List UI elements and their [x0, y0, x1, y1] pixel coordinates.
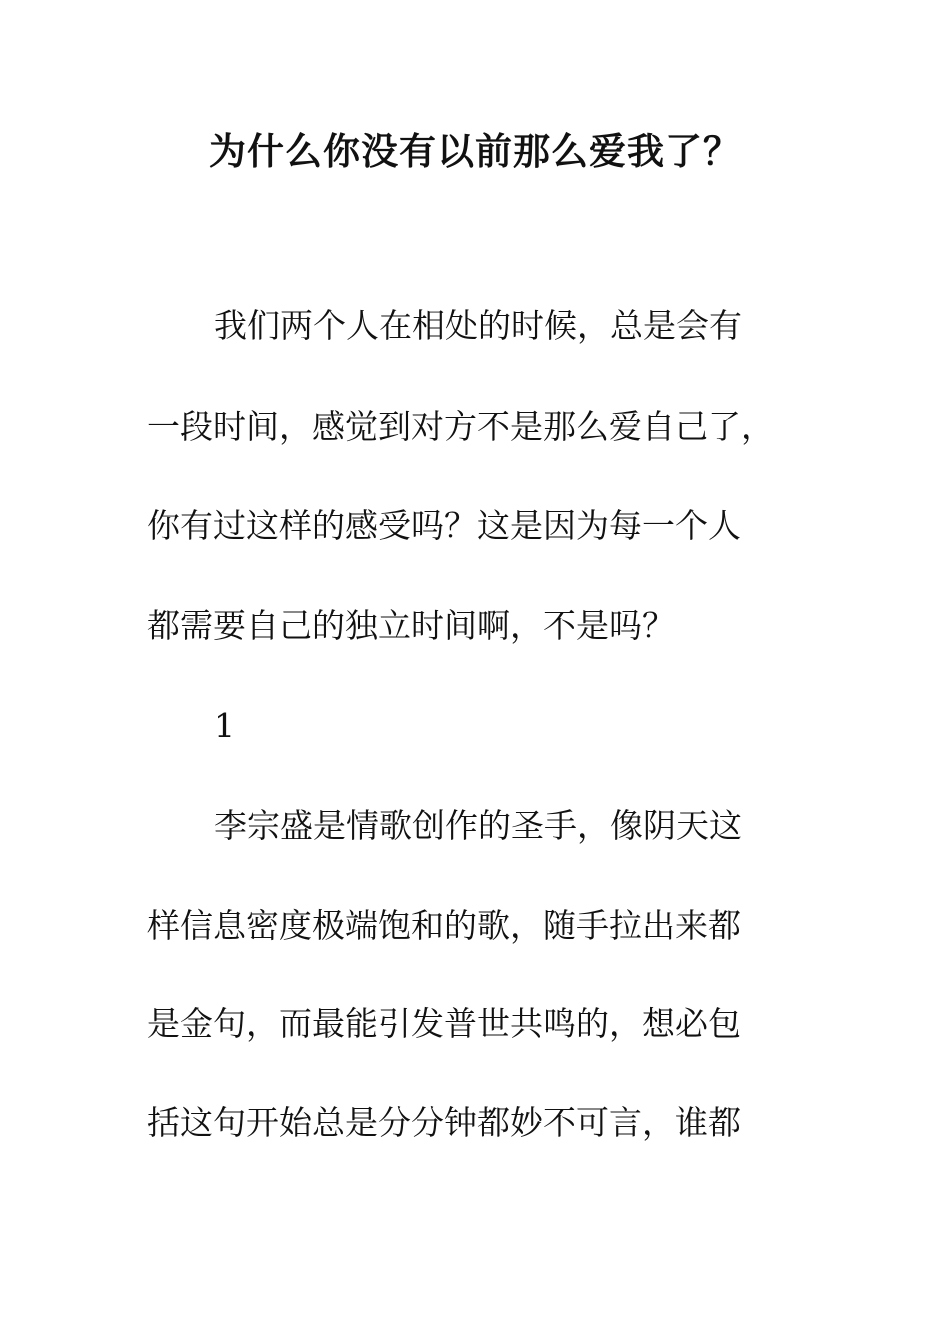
paragraph-line: 一段时间，感觉到对方不是那么爱自己了， — [147, 407, 774, 446]
document-title: 为什么你没有以前那么爱我了？ — [209, 130, 741, 173]
paragraph-line: 样信息密度极端饱和的歌，随手拉出来都 — [147, 906, 741, 945]
paragraph-line: 你有过这样的感受吗？这是因为每一个人 — [147, 506, 741, 545]
paragraph-line: 李宗盛是情歌创作的圣手，像阴天这 — [214, 806, 742, 845]
paragraph-line: 都需要自己的独立时间啊，不是吗？ — [147, 606, 675, 645]
paragraph-line: 我们两个人在相处的时候，总是会有 — [214, 306, 742, 345]
section-number: 1 — [214, 706, 235, 745]
paragraph-line: 括这句开始总是分分钟都妙不可言，谁都 — [147, 1103, 741, 1142]
paragraph-line: 是金句，而最能引发普世共鸣的，想必包 — [147, 1004, 741, 1043]
